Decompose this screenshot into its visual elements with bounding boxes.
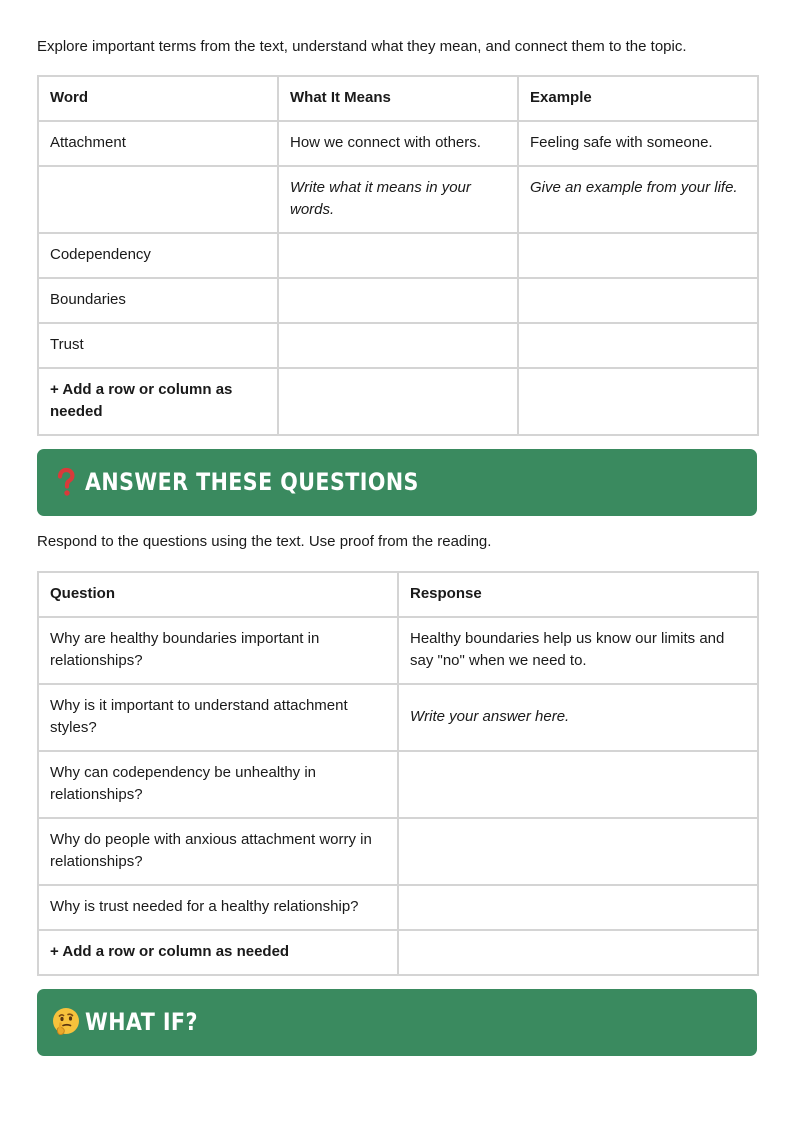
question-cell: Why do people with anxious attachment worry in relationships? (38, 818, 398, 885)
response-cell[interactable] (398, 930, 758, 975)
question-mark-icon (51, 466, 81, 498)
question-cell: Why are healthy boundaries important in relationships? (38, 617, 398, 684)
questions-header-response: Response (398, 572, 758, 617)
vocab-header-example: Example (518, 76, 758, 121)
vocab-row (38, 323, 758, 368)
questions-header-row (38, 572, 758, 617)
vocab-meaning-cell[interactable]: Write what it means in your words. (278, 166, 518, 233)
vocab-meaning-cell: How we connect with others. (278, 121, 518, 166)
response-cell: Healthy boundaries help us know our limits and say "no" when we need to. (398, 617, 758, 684)
question-cell: Why is it important to understand attachment styles? (38, 684, 398, 751)
vocab-row (38, 233, 758, 278)
questions-table (37, 571, 759, 976)
vocab-word-cell[interactable] (38, 166, 278, 233)
question-row (38, 930, 758, 975)
vocab-example-cell[interactable] (518, 233, 758, 278)
vocab-row (38, 121, 758, 166)
vocab-row (38, 278, 758, 323)
vocab-intro: Explore important terms from the text, understand what they mean, and connect them to the topic. (37, 38, 687, 55)
vocab-meaning-cell[interactable] (278, 368, 518, 435)
vocab-word-cell: Boundaries (38, 278, 278, 323)
question-cell: Why can codependency be unhealthy in relationships? (38, 751, 398, 818)
question-cell: Why is trust needed for a healthy relationship? (38, 885, 398, 930)
vocab-row (38, 166, 758, 233)
what-if-banner (37, 989, 757, 1056)
thinking-face-icon (51, 1006, 81, 1038)
vocab-meaning-cell[interactable] (278, 278, 518, 323)
question-row (38, 617, 758, 684)
answer-questions-title: ANSWER THESE QUESTIONS (85, 468, 419, 496)
response-cell[interactable] (398, 885, 758, 930)
vocab-add-row-cell: + Add a row or column as needed (38, 368, 278, 435)
questions-intro: Respond to the questions using the text. Use proof from the reading. (37, 533, 492, 550)
vocab-example-cell[interactable] (518, 323, 758, 368)
questions-add-row-cell: + Add a row or column as needed (38, 930, 398, 975)
response-cell[interactable] (398, 751, 758, 818)
vocab-example-cell[interactable] (518, 278, 758, 323)
vocab-header-meaning: What It Means (278, 76, 518, 121)
response-cell[interactable] (398, 818, 758, 885)
vocab-table (37, 75, 759, 436)
question-row (38, 751, 758, 818)
response-cell[interactable]: Write your answer here. (398, 684, 758, 751)
vocab-meaning-cell[interactable] (278, 323, 518, 368)
answer-questions-banner (37, 449, 757, 516)
questions-header-question: Question (38, 572, 398, 617)
vocab-word-cell: Codependency (38, 233, 278, 278)
vocab-word-cell: Attachment (38, 121, 278, 166)
question-row (38, 684, 758, 751)
what-if-title: WHAT IF? (85, 1008, 198, 1036)
vocab-header-row (38, 76, 758, 121)
vocab-word-cell: Trust (38, 323, 278, 368)
vocab-header-word: Word (38, 76, 278, 121)
vocab-example-cell: Feeling safe with someone. (518, 121, 758, 166)
vocab-row (38, 368, 758, 435)
question-row (38, 885, 758, 930)
vocab-example-cell[interactable] (518, 368, 758, 435)
question-row (38, 818, 758, 885)
vocab-meaning-cell[interactable] (278, 233, 518, 278)
vocab-example-cell[interactable]: Give an example from your life. (518, 166, 758, 233)
